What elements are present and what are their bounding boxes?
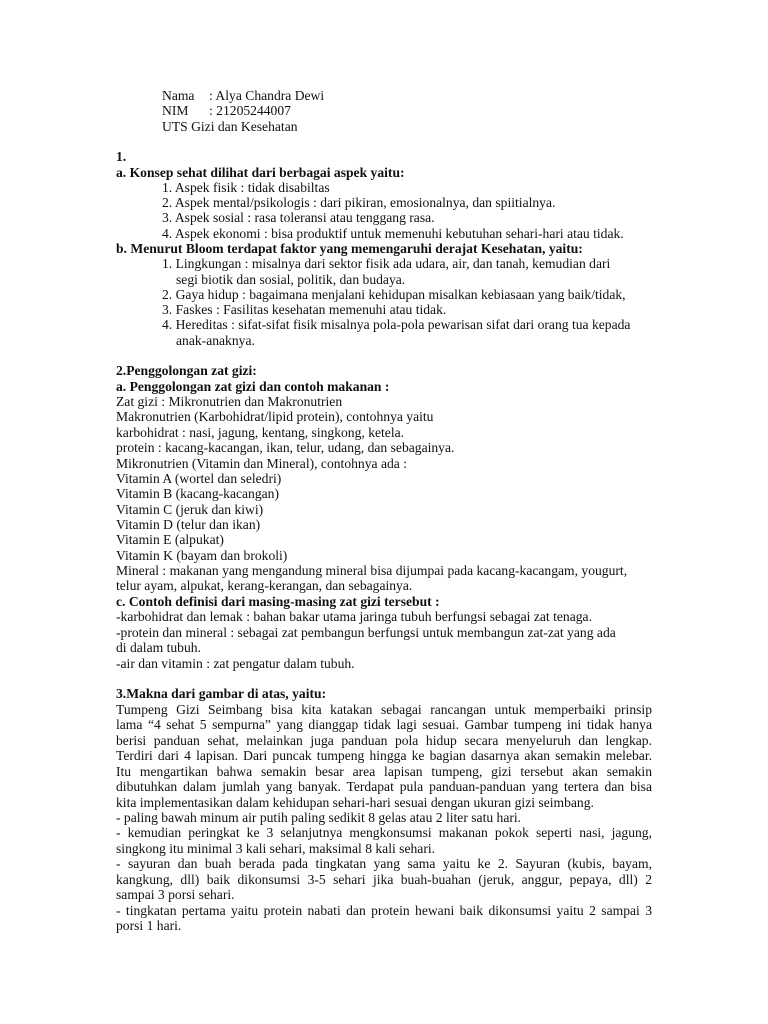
q2-a-line: Vitamin K (bayam dan brokoli) xyxy=(116,548,288,563)
name-value: : Alya Chandra Dewi xyxy=(209,88,325,103)
q2-a-line: telur ayam, alpukat, kerang-kerangan, dan sebagainya. xyxy=(116,578,413,593)
q1-a-item: 2. Aspek mental/psikologis : dari pikiran, emosionalnya, dan spiitialnya. xyxy=(162,195,556,210)
name-label: Nama xyxy=(162,88,195,103)
q2-a-line: Mikronutrien (Vitamin dan Mineral), contohnya ada : xyxy=(116,456,407,471)
q3-bullet-line: singkong itu minimal 3 kali sehari, maksimal 8 kali sehari. xyxy=(116,841,436,856)
q2-c-line: di dalam tubuh. xyxy=(116,640,201,655)
q2-a-line: Zat gizi : Mikronutrien dan Makronutrien xyxy=(116,394,343,409)
q2-a-heading: a. Penggolongan zat gizi dan contoh makanan : xyxy=(116,379,390,394)
q3-paragraph-line: kita implementasikan dalam kehidupan sehari-hari sesuai dengan ukuran gizi seimbang. xyxy=(116,795,594,810)
q2-a-line: karbohidrat : nasi, jagung, kentang, singkong, ketela. xyxy=(116,425,405,440)
q1-b-line: 2. Gaya hidup : bagaimana menjalani kehidupan misalkan kebiasaan yang baik/tidak, xyxy=(162,287,626,302)
q3-bullet-line: sampai 3 porsi sehari. xyxy=(116,887,235,902)
q3-bullet-line: - paling bawah minum air putih paling sedikit 8 gelas atau 2 liter satu hari. xyxy=(116,810,522,825)
q3-bullet-line: - kemudian peringkat ke 3 selanjutnya mengkonsumsi makanan pokok seperti nasi, jagung, xyxy=(116,825,652,840)
q1-b-line: segi biotik dan sosial, politik, dan budaya. xyxy=(176,272,406,287)
q1-a-item: 4. Aspek ekonomi : bisa produktif untuk memenuhi kebutuhan sehari-hari atau tidak. xyxy=(162,226,624,241)
q3-paragraph-line: Tumpeng Gizi Seimbang bisa kita katakan sebagai rancangan untuk memperbaiki prinsip xyxy=(116,702,652,717)
q3-bullet-line: kangkung, dll) baik dikonsumsi 3-5 sehari jika buah-buahan (jeruk, anggur, pepaya, dll) 2 xyxy=(116,872,652,887)
q1-a-item: 1. Aspek fisik : tidak disabiltas xyxy=(162,180,330,195)
nim-label: NIM xyxy=(162,103,189,118)
q2-c-heading: c. Contoh definisi dari masing-masing zat gizi tersebut : xyxy=(116,594,440,609)
q3-bullet-line: porsi 1 hari. xyxy=(116,918,182,933)
nim-value: : 21205244007 xyxy=(209,103,291,118)
q1-a-item: 3. Aspek sosial : rasa toleransi atau tenggang rasa. xyxy=(162,210,435,225)
course-title: UTS Gizi dan Kesehatan xyxy=(162,119,298,134)
q3-paragraph-line: Itu mengartikan bahwa semakin besar area lapisan tumpeng, gizi tersebut akan semakin xyxy=(116,764,652,779)
q3-bullet-line: - sayuran dan buah berada pada tingkatan yang sama yaitu ke 2. Sayuran (kubis, bayam, xyxy=(116,856,652,871)
q1-b-line: 1. Lingkungan : misalnya dari sektor fisik ada udara, air, dan tanah, kemudian dari xyxy=(162,256,611,271)
q2-a-line: Vitamin B (kacang-kacangan) xyxy=(116,486,279,501)
q3-heading: 3.Makna dari gambar di atas, yaitu: xyxy=(116,686,327,701)
q3-paragraph-line: lama “4 sehat 5 sempurna” yang dianggap tidak lagi sesuai. Gambar tumpeng ini tidak hanya xyxy=(116,717,652,732)
q2-a-line: Vitamin A (wortel dan seledri) xyxy=(116,471,282,486)
q1-number: 1. xyxy=(116,149,127,164)
q2-c-line: -protein dan mineral : sebagai zat pembangun berfungsi untuk membangun zat-zat yang ada xyxy=(116,625,616,640)
q2-a-line: Makronutrien (Karbohidrat/lipid protein), contohnya yaitu xyxy=(116,409,434,424)
q1-b-line: 3. Faskes : Fasilitas kesehatan memenuhi atau tidak. xyxy=(162,302,447,317)
q1-b-line: 4. Hereditas : sifat-sifat fisik misalnya pola-pola pewarisan sifat dari orang tua kepada xyxy=(162,317,631,332)
q2-a-line: protein : kacang-kacangan, ikan, telur, udang, dan sebagainya. xyxy=(116,440,455,455)
q3-paragraph-line: Terdiri dari 4 lapisan. Dari puncak tumpeng hingga ke bagian dasarnya akan semakin melebar. xyxy=(116,748,652,763)
q1-b-line: anak-anaknya. xyxy=(176,333,255,348)
q3-paragraph-line: berisi panduan sehat, melainkan juga panduan pola hidup secara menyeluruh dan lengkap. xyxy=(116,733,652,748)
q2-a-line: Mineral : makanan yang mengandung mineral bisa dijumpai pada kacang-kacangam, yougurt, xyxy=(116,563,628,578)
q1-b-heading: b. Menurut Bloom terdapat faktor yang memengaruhi derajat Kesehatan, yaitu: xyxy=(116,241,583,256)
q3-paragraph-line: dibutuhkan dalam jumlah yang banyak. Terdapat pula panduan-panduan yang tertera dan bisa xyxy=(116,779,652,794)
q1-a-heading: a. Konsep sehat dilihat dari berbagai aspek yaitu: xyxy=(116,165,405,180)
q2-c-line: -karbohidrat dan lemak : bahan bakar utama jaringa tubuh berfungsi sebagai zat tenaga. xyxy=(116,609,592,624)
q2-a-line: Vitamin E (alpukat) xyxy=(116,532,224,547)
q2-a-line: Vitamin D (telur dan ikan) xyxy=(116,517,261,532)
q2-a-line: Vitamin C (jeruk dan kiwi) xyxy=(116,502,264,517)
q2-c-line: -air dan vitamin : zat pengatur dalam tubuh. xyxy=(116,656,355,671)
q2-heading: 2.Penggolongan zat gizi: xyxy=(116,363,257,378)
q3-bullet-line: - tingkatan pertama yaitu protein nabati dan protein hewani baik dikonsumsi yaitu 2 sampai 3 xyxy=(116,903,652,918)
